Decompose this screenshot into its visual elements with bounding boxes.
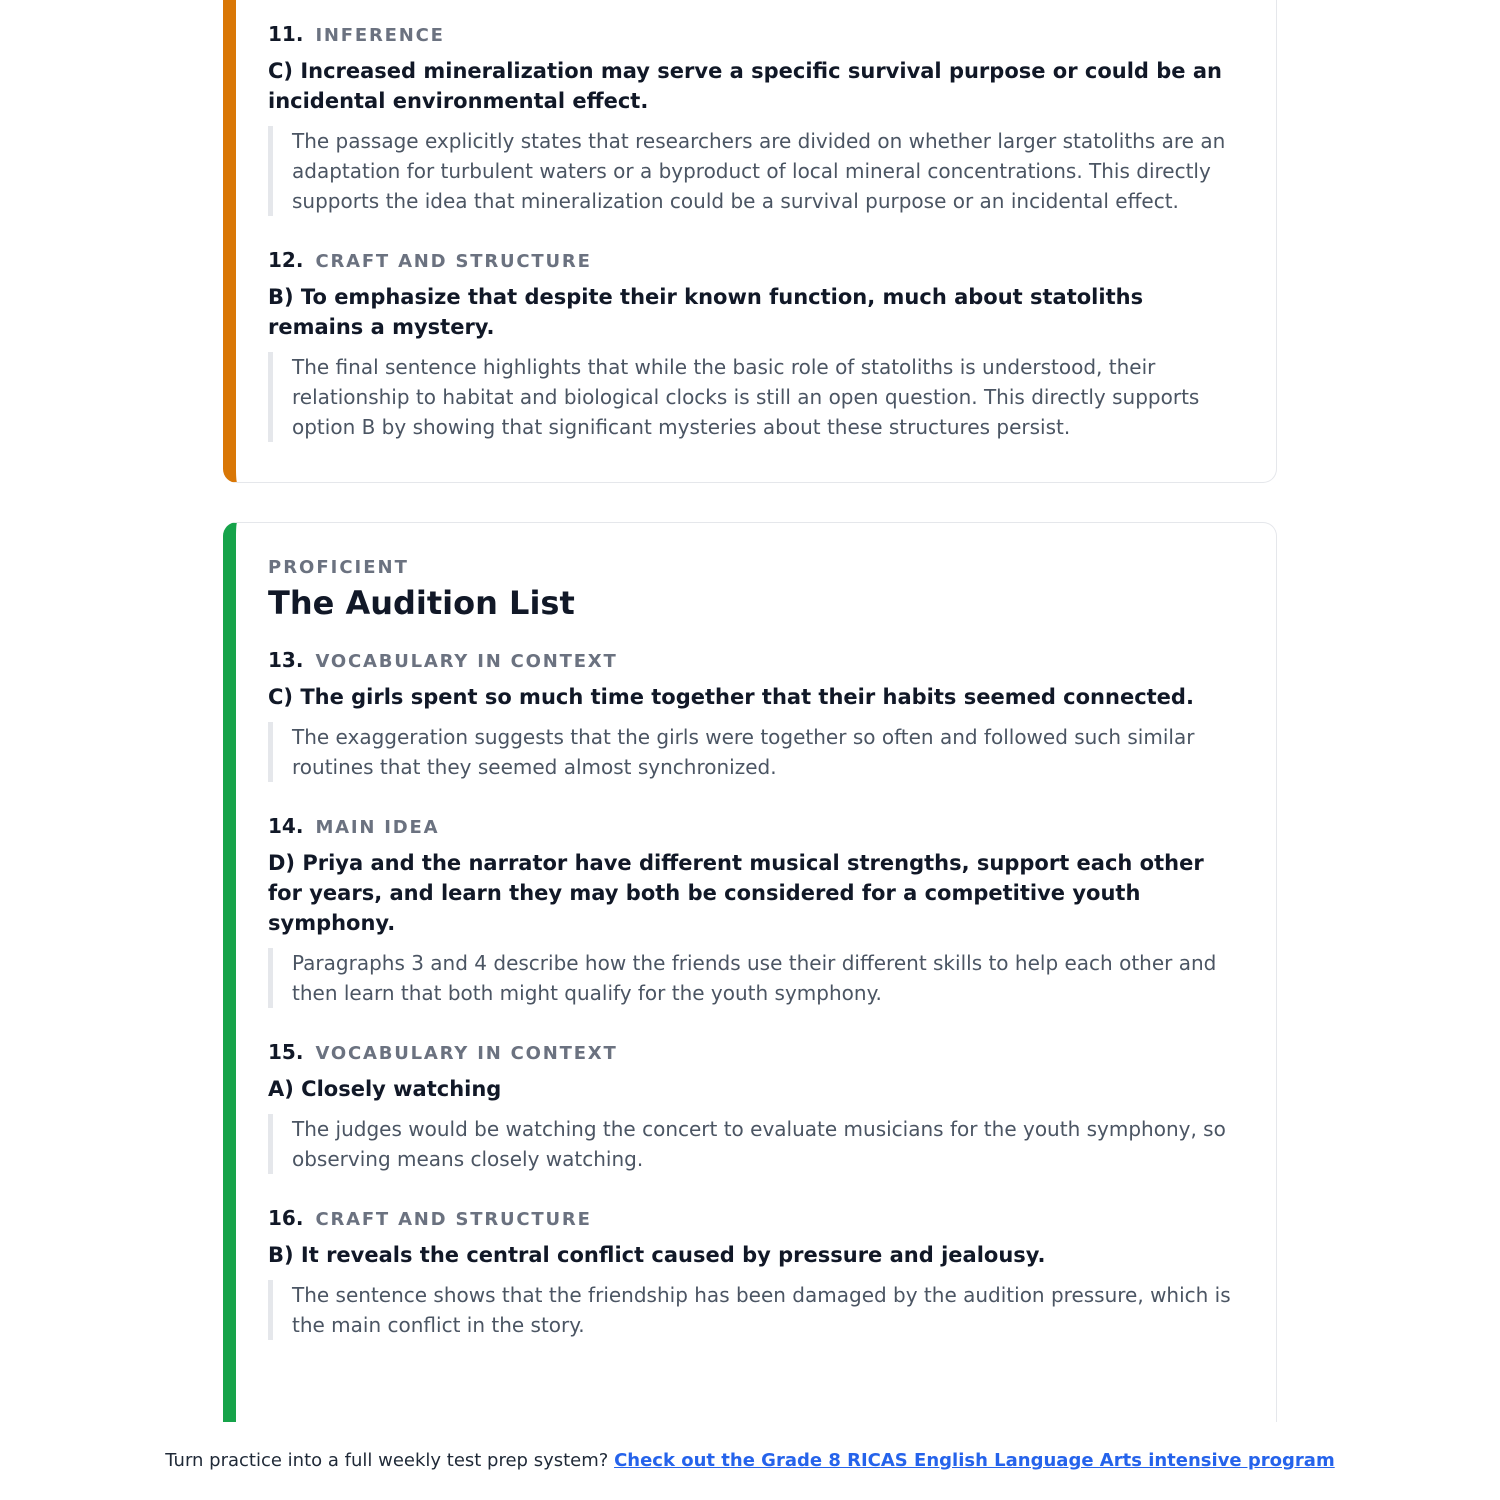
question-item: [268, 22, 1244, 216]
correct-answer: C) Increased mineralization may serve a specific survival purpose or could be an incidental environmental effect.: [268, 59, 1222, 113]
question-category: CRAFT AND STRUCTURE: [315, 251, 592, 272]
question-category: VOCABULARY IN CONTEXT: [315, 651, 618, 672]
question-number: 15.: [268, 1040, 304, 1064]
promo-text: Turn practice into a full weekly test prep system?: [165, 1450, 609, 1471]
answer-card-previous: [223, 0, 1277, 483]
answer-explanation: Paragraphs 3 and 4 describe how the friends use their different skills to help each other and then learn that both might qualify for the youth symphony.: [268, 948, 1244, 1008]
correct-answer: C) The girls spent so much time together that their habits seemed connected.: [268, 685, 1194, 709]
correct-answer: D) Priya and the narrator have different musical strengths, support each other for years, and learn they may both be considered for a competitive youth symphony.: [268, 851, 1204, 935]
answer-explanation: The judges would be watching the concert to evaluate musicians for the youth symphony, so observing means closely watching.: [268, 1114, 1244, 1174]
answer-explanation: The exaggeration suggests that the girls were together so often and followed such similar routines that they seemed almost synchronized.: [268, 722, 1244, 782]
question-item: [268, 1206, 1244, 1340]
question-number: 13.: [268, 648, 304, 672]
question-item: [268, 248, 1244, 442]
difficulty-level: PROFICIENT: [268, 557, 409, 578]
program-link[interactable]: Check out the Grade 8 RICAS English Language Arts intensive program: [614, 1450, 1335, 1471]
question-item: [268, 814, 1244, 1008]
question-item: [268, 1040, 1244, 1174]
question-category: CRAFT AND STRUCTURE: [315, 1209, 592, 1230]
question-number: 12.: [268, 248, 304, 272]
question-category: MAIN IDEA: [315, 817, 440, 838]
answer-explanation: The sentence shows that the friendship has been damaged by the audition pressure, which is the main conflict in the story.: [268, 1280, 1244, 1340]
answer-explanation: The passage explicitly states that researchers are divided on whether larger statoliths are an adaptation for turbulent waters or a byproduct of local mineral concentrations. This directly supports the idea that mineralization could be a survival purpose or an incidental effect.: [268, 126, 1244, 216]
question-category: INFERENCE: [315, 25, 445, 46]
passage-title: The Audition List: [268, 584, 575, 622]
question-item: [268, 648, 1244, 782]
promo-footer: [0, 1450, 1500, 1471]
answer-card-audition-list: [223, 522, 1277, 1422]
question-category: VOCABULARY IN CONTEXT: [315, 1043, 618, 1064]
answer-explanation: The final sentence highlights that while the basic role of statoliths is understood, their relationship to habitat and biological clocks is still an open question. This directly supports option B by showing that significant mysteries about these structures persist.: [268, 352, 1244, 442]
question-number: 11.: [268, 22, 304, 46]
correct-answer: B) To emphasize that despite their known function, much about statoliths remains a mystery.: [268, 285, 1144, 339]
question-number: 14.: [268, 814, 304, 838]
question-number: 16.: [268, 1206, 304, 1230]
correct-answer: A) Closely watching: [268, 1077, 502, 1101]
correct-answer: B) It reveals the central conflict caused by pressure and jealousy.: [268, 1243, 1046, 1267]
